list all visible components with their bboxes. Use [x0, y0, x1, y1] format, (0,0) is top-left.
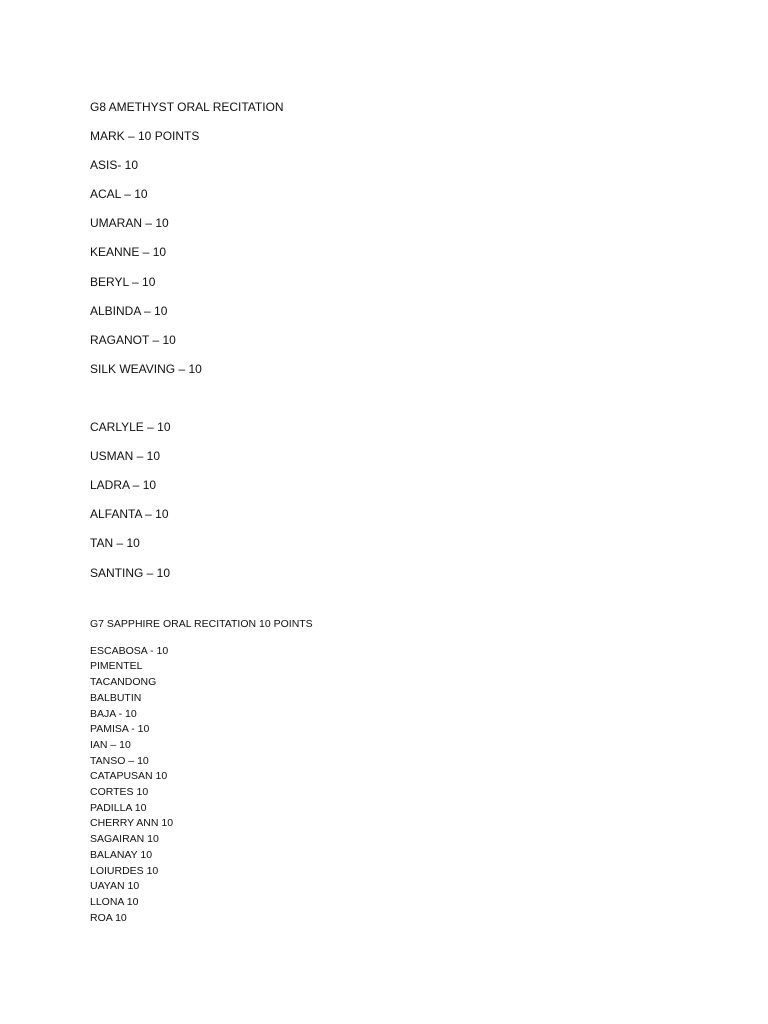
g8-group-2	[90, 413, 284, 588]
g7-entry: BAJA - 10	[90, 707, 137, 720]
g7-title: G7 SAPPHIRE ORAL RECITATION 10 POINTS	[90, 618, 313, 630]
g8-entry: CARLYLE – 10	[90, 420, 171, 435]
g8-entry: USMAN – 10	[90, 449, 161, 464]
g7-entry: LOIURDES 10	[90, 864, 159, 877]
g7-entry: UAYAN 10	[90, 880, 140, 893]
g8-entry: SILK WEAVING – 10	[90, 361, 202, 376]
g7-entry: LLONA 10	[90, 895, 139, 908]
g7-entry: ROA 10	[90, 911, 127, 924]
g8-entry: KEANNE – 10	[90, 245, 167, 260]
g8-entry: ASIS- 10	[90, 158, 139, 173]
g7-entry: SAGAIRAN 10	[90, 833, 159, 846]
g7-entry: PAMISA - 10	[90, 723, 150, 736]
g7-list	[90, 644, 313, 927]
g8-entry: LADRA – 10	[90, 478, 157, 493]
g7-entry: CHERRY ANN 10	[90, 817, 174, 830]
g7-entry: TANSO – 10	[90, 754, 149, 767]
g7-entry: PADILLA 10	[90, 801, 147, 814]
paragraph-gap	[90, 384, 284, 413]
g7-entry: BALBUTIN	[90, 691, 142, 704]
g8-entry: ALBINDA – 10	[90, 303, 168, 318]
g8-entry: BERYL – 10	[90, 274, 156, 289]
g7-entry: TACANDONG	[90, 676, 157, 689]
g8-entry: MARK – 10 POINTS	[90, 129, 200, 144]
g8-entry: SANTING – 10	[90, 565, 171, 580]
g8-entry: ACAL – 10	[90, 187, 148, 202]
g7-entry: ESCABOSA - 10	[90, 644, 169, 657]
g7-entry: PIMENTEL	[90, 660, 143, 673]
g8-entry: RAGANOT – 10	[90, 332, 176, 347]
g8-title: G8 AMETHYST ORAL RECITATION	[90, 100, 284, 114]
g8-entry: UMARAN – 10	[90, 216, 169, 231]
g8-section	[90, 93, 284, 588]
g7-entry: BALANAY 10	[90, 848, 153, 861]
g8-entry: ALFANTA – 10	[90, 507, 169, 522]
g7-section	[90, 617, 313, 926]
g7-entry: CORTES 10	[90, 786, 149, 799]
g7-entry: CATAPUSAN 10	[90, 770, 168, 783]
g8-group-1	[90, 122, 284, 384]
g7-entry: IAN – 10	[90, 738, 131, 751]
g8-entry: TAN – 10	[90, 536, 140, 551]
